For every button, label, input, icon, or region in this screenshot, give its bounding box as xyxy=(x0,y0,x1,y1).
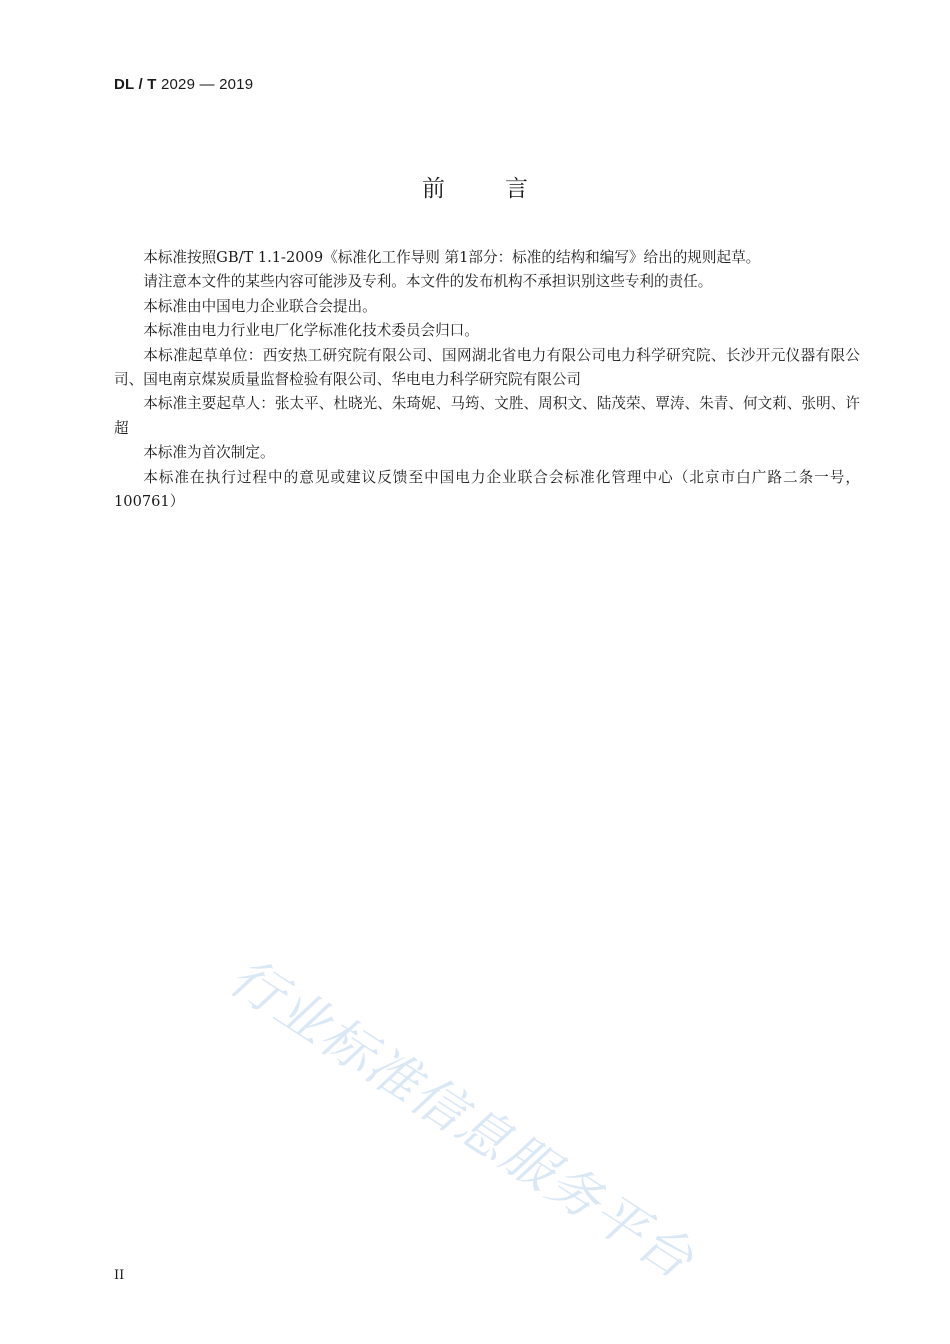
paragraph-drafting-rules: 本标准按照GB/T 1.1-2009《标准化工作导则 第1部分：标准的结构和编写》给出的规则起草。 xyxy=(143,249,761,266)
paragraph-feedback: 本标准在执行过程中的意见或建议反馈至中国电力企业联合会标准化管理中心（北京市白广路二条一号，100761） xyxy=(114,468,860,511)
paragraph-proposer: 本标准由中国电力企业联合会提出。 xyxy=(143,297,377,315)
paragraph-committee: 本标准由电力行业电厂化学标准化技术委员会归口。 xyxy=(143,322,479,340)
standard-code xyxy=(114,76,253,93)
paragraph-patent-notice: 请注意本文件的某些内容可能涉及专利。本文件的发布机构不承担识别这些专利的责任。 xyxy=(143,273,713,291)
page-title: 前言 xyxy=(422,176,588,202)
standard-code-number: 2029 — 2019 xyxy=(156,76,254,93)
paragraph-drafters: 本标准主要起草人：张太平、杜晓光、朱琦妮、马筠、文胜、周积文、陆茂荣、覃涛、朱青、何文莉、张明、许超 xyxy=(114,395,860,437)
standard-code-prefix: DL / T xyxy=(114,76,157,93)
paragraph-drafting-units: 本标准起草单位：西安热工研究院有限公司、国网湖北省电力有限公司电力科学研究院、长沙开元仪器有限公司、国电南京煤炭质量监督检验有限公司、华电电力科学研究院有限公司 xyxy=(114,346,860,389)
watermark: 行业标准信息服务平台 xyxy=(218,946,705,1292)
paragraph-first-edition: 本标准为首次制定。 xyxy=(143,444,275,462)
foreword-body xyxy=(114,246,860,514)
page-number: II xyxy=(114,1268,125,1283)
